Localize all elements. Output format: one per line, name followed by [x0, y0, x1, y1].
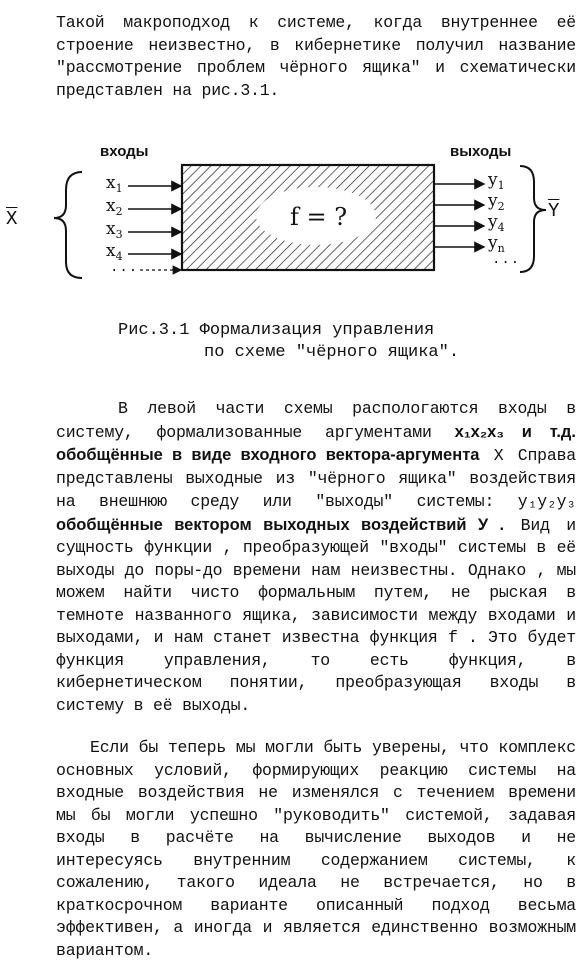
function-label: f = ?	[290, 203, 348, 231]
input-symbol-1: $x_1$	[106, 173, 123, 195]
paragraph-2: Если бы теперь мы могли быть уверены, что комплекс основных условий, формирующих реакцию системы на входные воздействия не изменялся с течением времени мы бы могли успешно "руководить" системой, задавая входы в расчёте на вычисление выходов и не интересуясь внутренним содержанием системы, к сожалению, такого идеала не встречается, но в краткосрочном варианте описанный подход весьма эффективен, а иногда и является единственно возможным вариантом.	[56, 738, 576, 960]
figure-caption	[118, 320, 478, 364]
black-box-diagram	[0, 0, 587, 320]
caption-line-1: Рис.3.1 Формализация управления	[118, 321, 435, 340]
left-brace	[54, 172, 82, 278]
paragraph-1: В левой части схемы распологаются входы в систему, формализованные аргументами x₁x₂x₃ и т.д. обобщённые в виде входного вектора-аргумента X Справа представлены выходные из "чёрного ящика" воздействия на внешнюю среду или "выходы" системы: y₁y₂y₃ обобщённые вектором выходных воздействий У . Вид и сущность функции , преобразующей "входы" системы в её выходы до поры-до времени нам неизвестны. Однако , мы можем найти чисто формальным путем, не рыская в темноте названного ящика, зависимости между входами и выходами, и нам станет известна функция f . Это будет функция управления, то есть функция, в кибернетическом понятии, преобразующая входы в систему в её выходы.	[56, 399, 576, 715]
input-ellipsis: ...	[110, 260, 139, 276]
output-symbol-4: $y_n$	[488, 233, 505, 255]
x-vector-label: $\overline{X}$	[6, 208, 18, 230]
input-symbol-4: $x_4$	[106, 241, 123, 263]
outputs-label: выходы	[450, 143, 512, 160]
input-symbol-3: $x_3$	[106, 219, 123, 241]
inputs-label: входы	[100, 143, 149, 160]
output-symbol-3: $y_4$	[488, 212, 505, 234]
output-symbol-1: $y_1$	[488, 170, 505, 192]
output-symbol-2: $y_2$	[488, 191, 505, 213]
intro-paragraph: Такой макроподход к системе, когда внутреннее её строение неизвестно, в кибернетике получил название "рассмотрение проблем чёрного ящика" и схематически представлен на рис.3.1.	[56, 13, 576, 100]
y-vector-label: $\overline{Y}$	[548, 200, 560, 222]
caption-line-2: по схеме "чёрного ящика".	[204, 343, 460, 362]
output-ellipsis: ...	[492, 252, 521, 268]
right-brace	[520, 166, 546, 272]
input-symbol-2: $x_2$	[106, 196, 123, 218]
